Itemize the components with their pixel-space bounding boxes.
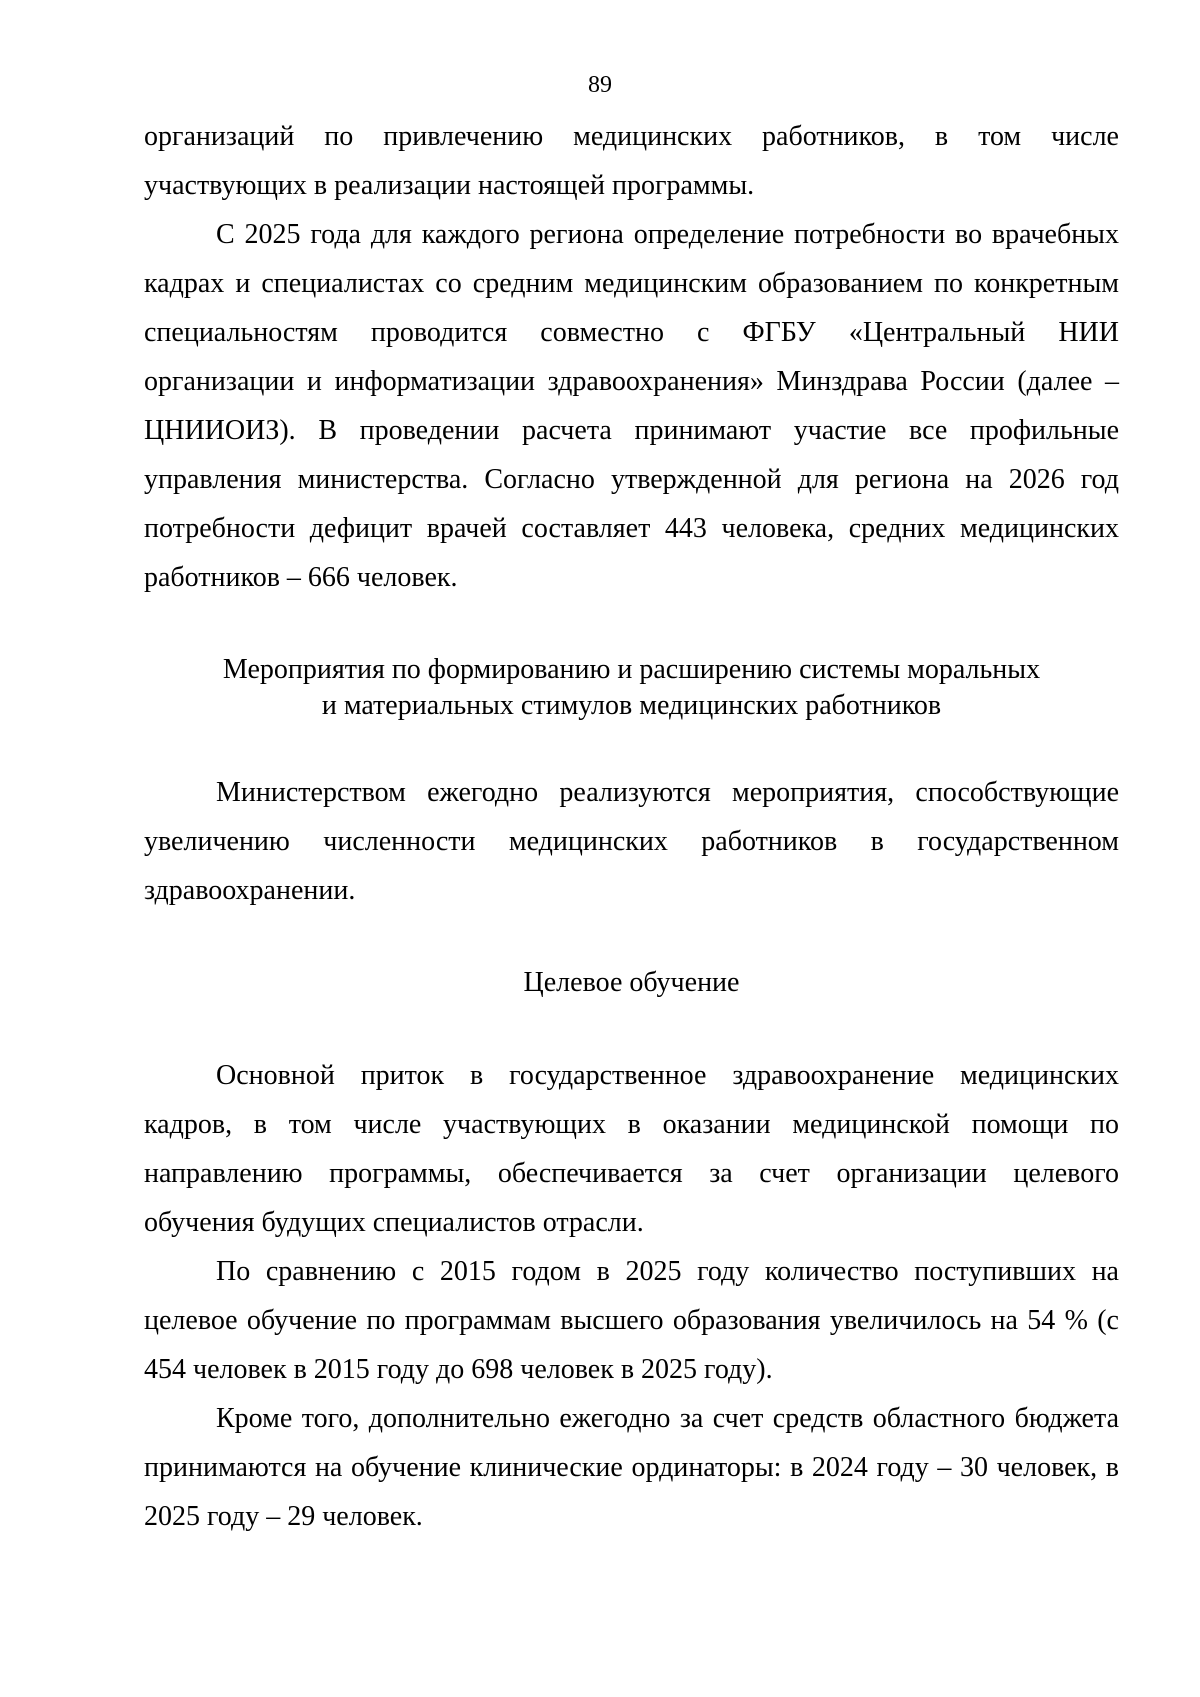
section-heading-incentives-line-2: и материальных стимулов медицинских работников: [321, 690, 942, 721]
spacer: [144, 602, 1119, 652]
paragraph-main-inflow: Основной приток в государственное здравоохранение медицинских кадров, в том числе участвующих в оказании медицинской помощи по направлению программы, обеспечивается за счет организации целевого обучения будущих специалистов отрасли.: [144, 1060, 1119, 1238]
paragraph-comparison-2015: По сравнению с 2015 годом в 2025 году количество поступивших на целевое обучение по программам высшего образования увеличилось на 54 % (с 454 человек в 2015 году до 698 человек в 2025 году).: [144, 1256, 1119, 1385]
section-heading-incentives: [144, 652, 1119, 724]
section-heading-incentives-line-1: Мероприятия по формированию и расширению системы моральных: [222, 654, 1041, 685]
page-number: 89: [588, 72, 612, 98]
section-heading-targeted-training: Целевое обучение: [523, 967, 740, 998]
text-body: [144, 112, 1119, 1541]
spacer: [144, 1001, 1119, 1051]
spacer: [144, 915, 1119, 965]
spacer: [144, 724, 1119, 768]
paragraph-continuation: организаций по привлечению медицинских работников, в том числе участвующих в реализации настоящей программы.: [144, 121, 1119, 201]
paragraph-residents: Кроме того, дополнительно ежегодно за счет средств областного бюджета принимаются на обучение клинические ординаторы: в 2024 году – 30 человек, в 2025 году – 29 человек.: [144, 1403, 1119, 1532]
paragraph-ministry-measures: Министерством ежегодно реализуются мероприятия, способствующие увеличению численности медицинских работников в государственном здравоохранении.: [144, 777, 1119, 906]
paragraph-needs-assessment: С 2025 года для каждого региона определение потребности во врачебных кадрах и специалистах со средним медицинским образованием по конкретным специальностям проводится совместно с ФГБУ «Центральный НИИ организации и информатизации здравоохранения» Минздрава России (далее – ЦНИИОИЗ). В проведении расчета принимают участие все профильные управления министерства. Согласно утвержденной для региона на 2026 год потребности дефицит врачей составляет 443 человека, средних медицинских работников – 666 человек.: [144, 219, 1119, 593]
